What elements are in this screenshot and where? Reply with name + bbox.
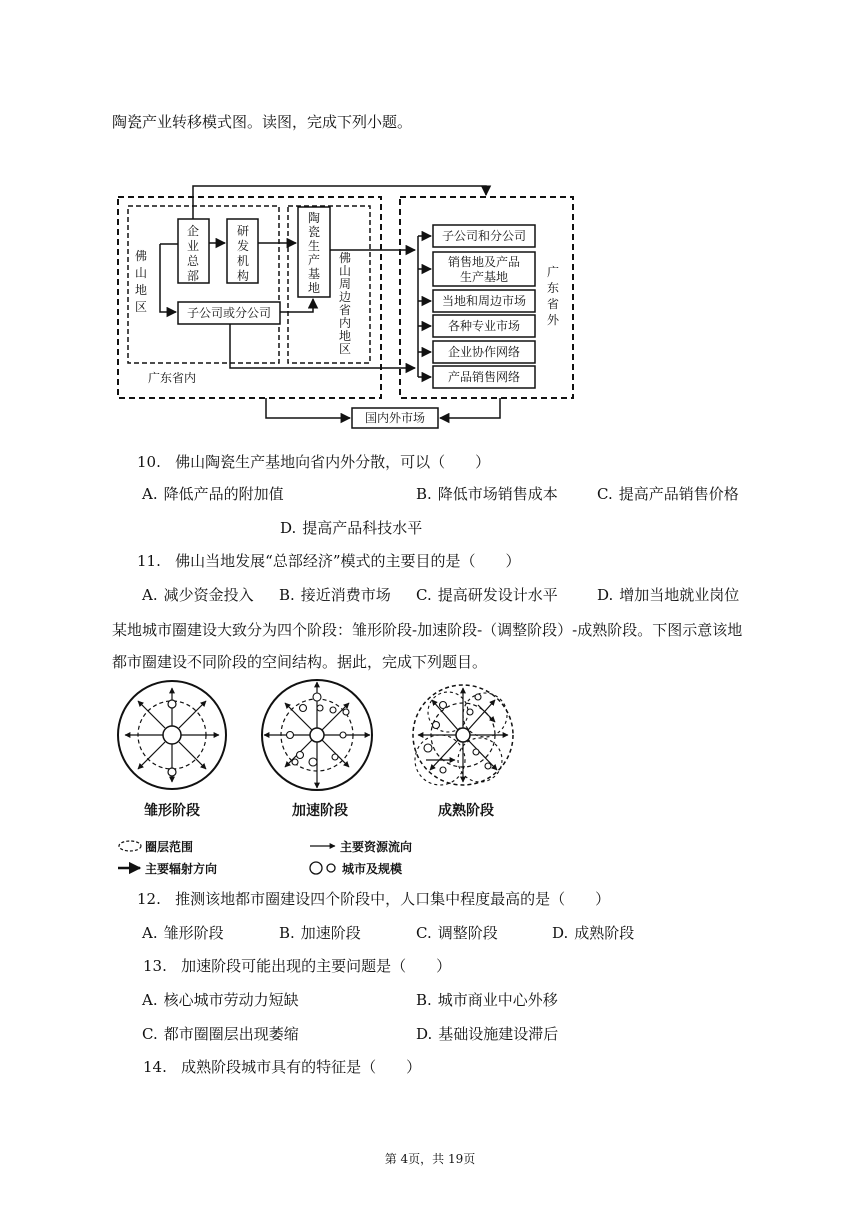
rd-char-1: 发	[236, 239, 250, 253]
q12-option-c[interactable]: C. 调整阶段	[416, 924, 498, 942]
intro-text: 陶瓷产业转移模式图。读图，完成下列小题。	[112, 113, 413, 131]
rd-char-2: 机	[236, 254, 250, 268]
base-char-3: 产	[307, 253, 321, 267]
passage2-line1: 某地城市圈建设大致分为四个阶段：雏形阶段-加速阶段-（调整阶段）-成熟阶段。下图示意该地	[112, 621, 743, 639]
q12-number: 12.	[137, 890, 161, 908]
outside-char-0: 广	[546, 265, 560, 279]
q13-option-c[interactable]: C. 都市圈圈层出现萎缩	[142, 1025, 299, 1043]
right-box-2-label-b: 生产基地	[459, 270, 509, 284]
periphery-char-3: 边	[338, 290, 352, 304]
q14-text: 成熟阶段城市具有的特征是（ ）	[181, 1058, 422, 1076]
rd-char-3: 构	[236, 269, 250, 283]
q11-option-b[interactable]: B. 接近消费市场	[279, 586, 391, 604]
rd-char-0: 研	[236, 224, 250, 238]
q13-stem	[143, 956, 451, 976]
passage2-line2: 都市圈建设不同阶段的空间结构。据此，完成下列题目。	[112, 653, 488, 671]
right-box-4-label: 各种专业市场	[447, 319, 521, 333]
hq-char-3: 部	[186, 269, 200, 283]
q14-number: 14.	[143, 1058, 167, 1076]
q14-stem	[143, 1057, 421, 1077]
q13-text: 加速阶段可能出现的主要问题是（ ）	[181, 957, 452, 975]
stage2-figure	[262, 680, 372, 790]
outside-char-2: 省	[546, 297, 560, 311]
base-char-0: 陶	[307, 211, 321, 225]
stage2-label: 加速阶段	[292, 803, 348, 819]
periphery-char-0: 佛	[338, 251, 352, 265]
q11-option-c[interactable]: C. 提高研发设计水平	[416, 586, 558, 604]
right-box-3-label: 当地和周边市场	[441, 294, 527, 308]
outside-char-3: 外	[546, 313, 560, 327]
q12-text: 推测该地都市圈建设四个阶段中，人口集中程度最高的是（ ）	[175, 890, 611, 908]
q11-text: 佛山当地发展“总部经济”模式的主要目的是（ ）	[175, 552, 521, 570]
page-footer: 第 4页，共 19页	[384, 1152, 476, 1166]
legend-city-scale: 城市及规模	[342, 862, 403, 876]
periphery-char-2: 周	[338, 277, 352, 291]
q11-option-a[interactable]: A. 减少资金投入	[142, 586, 254, 604]
right-box-2-label-a: 销售地及产品	[447, 255, 521, 269]
hq-char-0: 企	[186, 224, 200, 238]
q10-number: 10.	[137, 453, 161, 471]
periphery-char-7: 区	[338, 342, 352, 356]
periphery-char-5: 内	[338, 316, 352, 330]
periphery-char-4: 省	[338, 303, 352, 317]
right-box-1-label: 子公司和分公司	[441, 229, 527, 243]
diagram2-legend	[118, 839, 412, 876]
q10-option-c[interactable]: C. 提高产品销售价格	[597, 485, 739, 503]
subsidiary-label: 子公司或分公司	[186, 306, 272, 320]
q13-number: 13.	[143, 957, 167, 975]
foshan-char-0: 佛	[134, 249, 148, 263]
base-char-5: 地	[307, 281, 321, 295]
q10-option-d[interactable]: D. 提高产品科技水平	[280, 519, 423, 537]
right-box-6-label: 产品销售网络	[447, 370, 521, 384]
legend-radiation: 主要辐射方向	[145, 862, 218, 876]
stage3-figure	[413, 685, 513, 785]
foshan-char-2: 地	[134, 283, 148, 297]
q12-option-a[interactable]: A. 雏形阶段	[142, 924, 224, 942]
base-char-2: 生	[307, 239, 321, 253]
hq-char-2: 总	[186, 254, 200, 268]
q11-number: 11.	[137, 552, 161, 570]
stage3-label: 成熟阶段	[438, 803, 494, 819]
q12-stem	[137, 889, 610, 909]
market-label: 国内外市场	[364, 411, 426, 425]
base-char-1: 瓷	[307, 225, 321, 239]
q13-option-b[interactable]: B. 城市商业中心外移	[416, 991, 558, 1009]
q10-option-b[interactable]: B. 降低市场销售成本	[416, 485, 558, 503]
base-char-4: 基	[307, 267, 321, 281]
stage1-label: 雏形阶段	[144, 803, 200, 819]
q13-option-d[interactable]: D. 基础设施建设滞后	[416, 1025, 559, 1043]
stage1-figure	[118, 681, 226, 789]
legend-circle-range: 圈层范围	[145, 840, 194, 854]
legend-resource-flow: 主要资源流向	[340, 840, 413, 854]
foshan-char-3: 区	[134, 300, 148, 314]
hq-char-1: 业	[186, 239, 200, 253]
outside-char-1: 东	[546, 281, 560, 295]
q13-option-a[interactable]: A. 核心城市劳动力短缺	[142, 991, 299, 1009]
q12-option-d[interactable]: D. 成熟阶段	[552, 924, 635, 942]
right-box-5-label: 企业协作网络	[447, 345, 521, 359]
periphery-char-6: 地	[338, 329, 352, 343]
q12-option-b[interactable]: B. 加速阶段	[279, 924, 361, 942]
q10-text: 佛山陶瓷生产基地向省内外分散，可以（ ）	[175, 453, 491, 471]
q10-option-a[interactable]: A. 降低产品的附加值	[142, 485, 284, 503]
foshan-char-1: 山	[134, 266, 148, 280]
q11-option-d[interactable]: D. 增加当地就业岗位	[597, 586, 740, 604]
inside-province-label: 广东省内	[148, 371, 197, 385]
periphery-char-1: 山	[338, 264, 352, 278]
